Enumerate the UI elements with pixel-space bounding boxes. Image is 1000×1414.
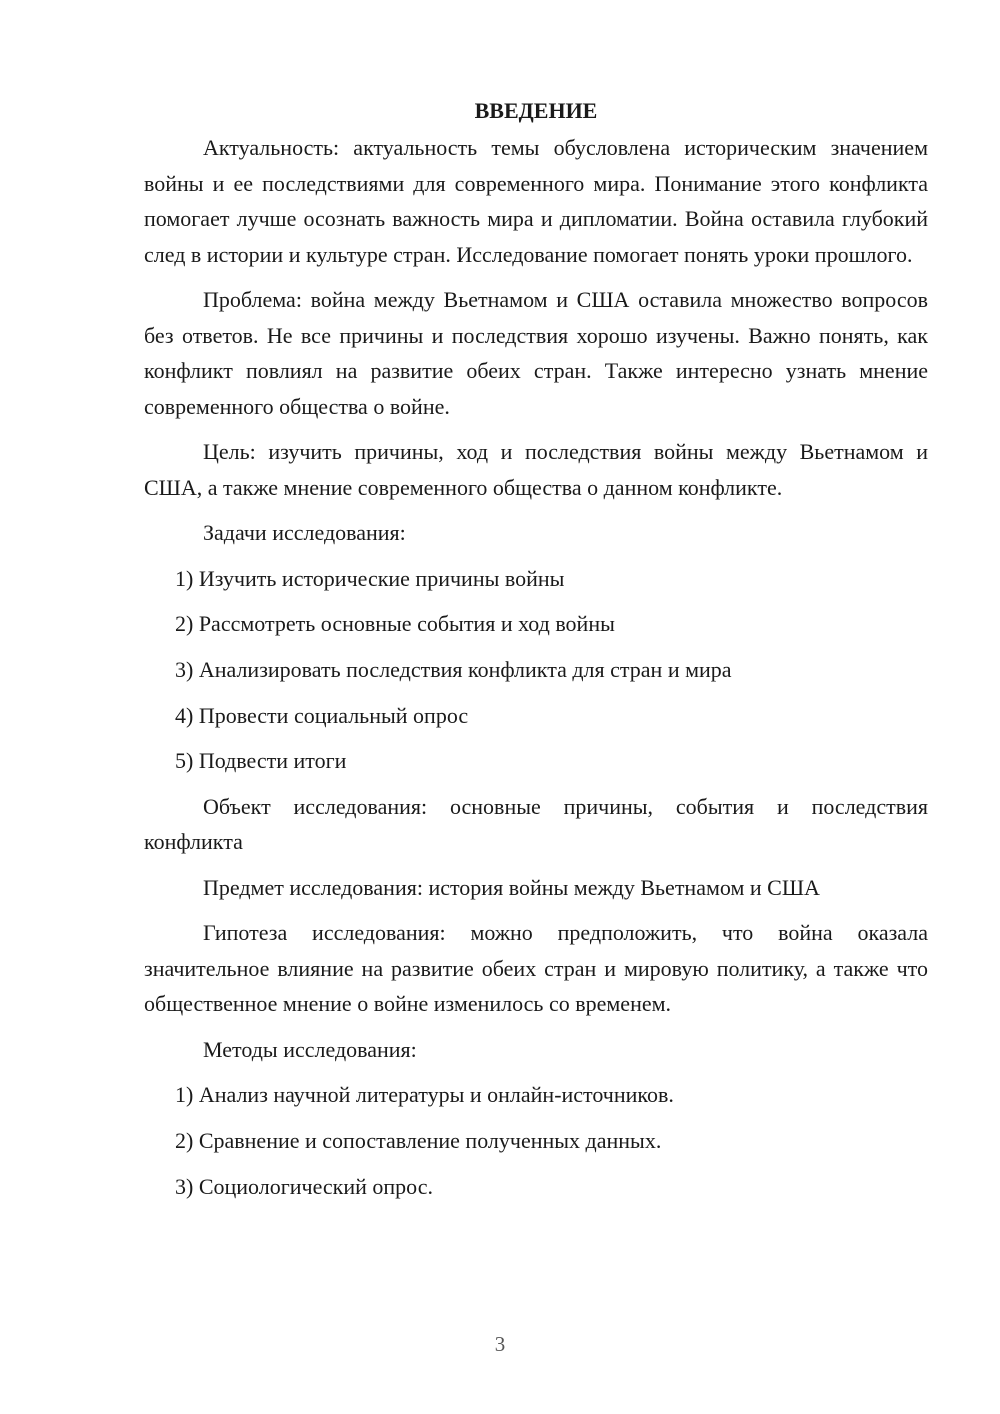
list-item: 3) Социологический опрос. xyxy=(175,1173,433,1199)
list-item: 5) Подвести итоги xyxy=(175,748,347,774)
methods-heading: Методы исследования: xyxy=(203,1036,417,1062)
list-item: 1) Изучить исторические причины войны xyxy=(175,565,565,591)
relevance-paragraph: Актуальность: актуальность темы обусловлена историческим значением войны и ее последствиями для современного мира. Понимание этого конфликта помогает лучше осознать важность мира и дипломатии. Война оставила глубокий след в истории и культуре стран. Исследование помогает понять уроки прошлого. xyxy=(144,135,928,267)
list-item: 4) Провести социальный опрос xyxy=(175,702,469,728)
hypothesis-paragraph: Гипотеза исследования: можно предположить, что война оказала значительное влияние на развитие обеих стран и мировую политику, а также что общественное мнение о войне изменилось со временем. xyxy=(144,920,928,1017)
list-item: 2) Рассмотреть основные события и ход войны xyxy=(175,611,615,637)
subject-paragraph: Предмет исследования: история войны между Вьетнамом и США xyxy=(203,874,820,900)
problem-paragraph: Проблема: война между Вьетнамом и США оставила множество вопросов без ответов. Не все причины и последствия хорошо изучены. Важно понять, как конфликт повлиял на развитие обеих стран. Также интересно узнать мнение современного общества о войне. xyxy=(144,287,928,419)
tasks-heading: Задачи исследования: xyxy=(203,520,406,545)
page-title: ВВЕДЕНИЕ xyxy=(474,98,598,123)
goal-paragraph: Цель: изучить причины, ход и последствия войны между Вьетнамом и США, а также мнение современного общества о данном конфликте. xyxy=(144,439,928,500)
document-page xyxy=(144,96,928,1215)
tasks-list xyxy=(144,561,928,779)
object-paragraph: Объект исследования: основные причины, события и последствия конфликта xyxy=(144,793,928,855)
list-item: 3) Анализировать последствия конфликта для стран и мира xyxy=(175,656,732,682)
list-item: 1) Анализ научной литературы и онлайн-источников. xyxy=(175,1082,674,1108)
list-item: 2) Сравнение и сопоставление полученных данных. xyxy=(175,1128,662,1154)
page-number: 3 xyxy=(494,1332,506,1356)
methods-list xyxy=(144,1077,928,1204)
